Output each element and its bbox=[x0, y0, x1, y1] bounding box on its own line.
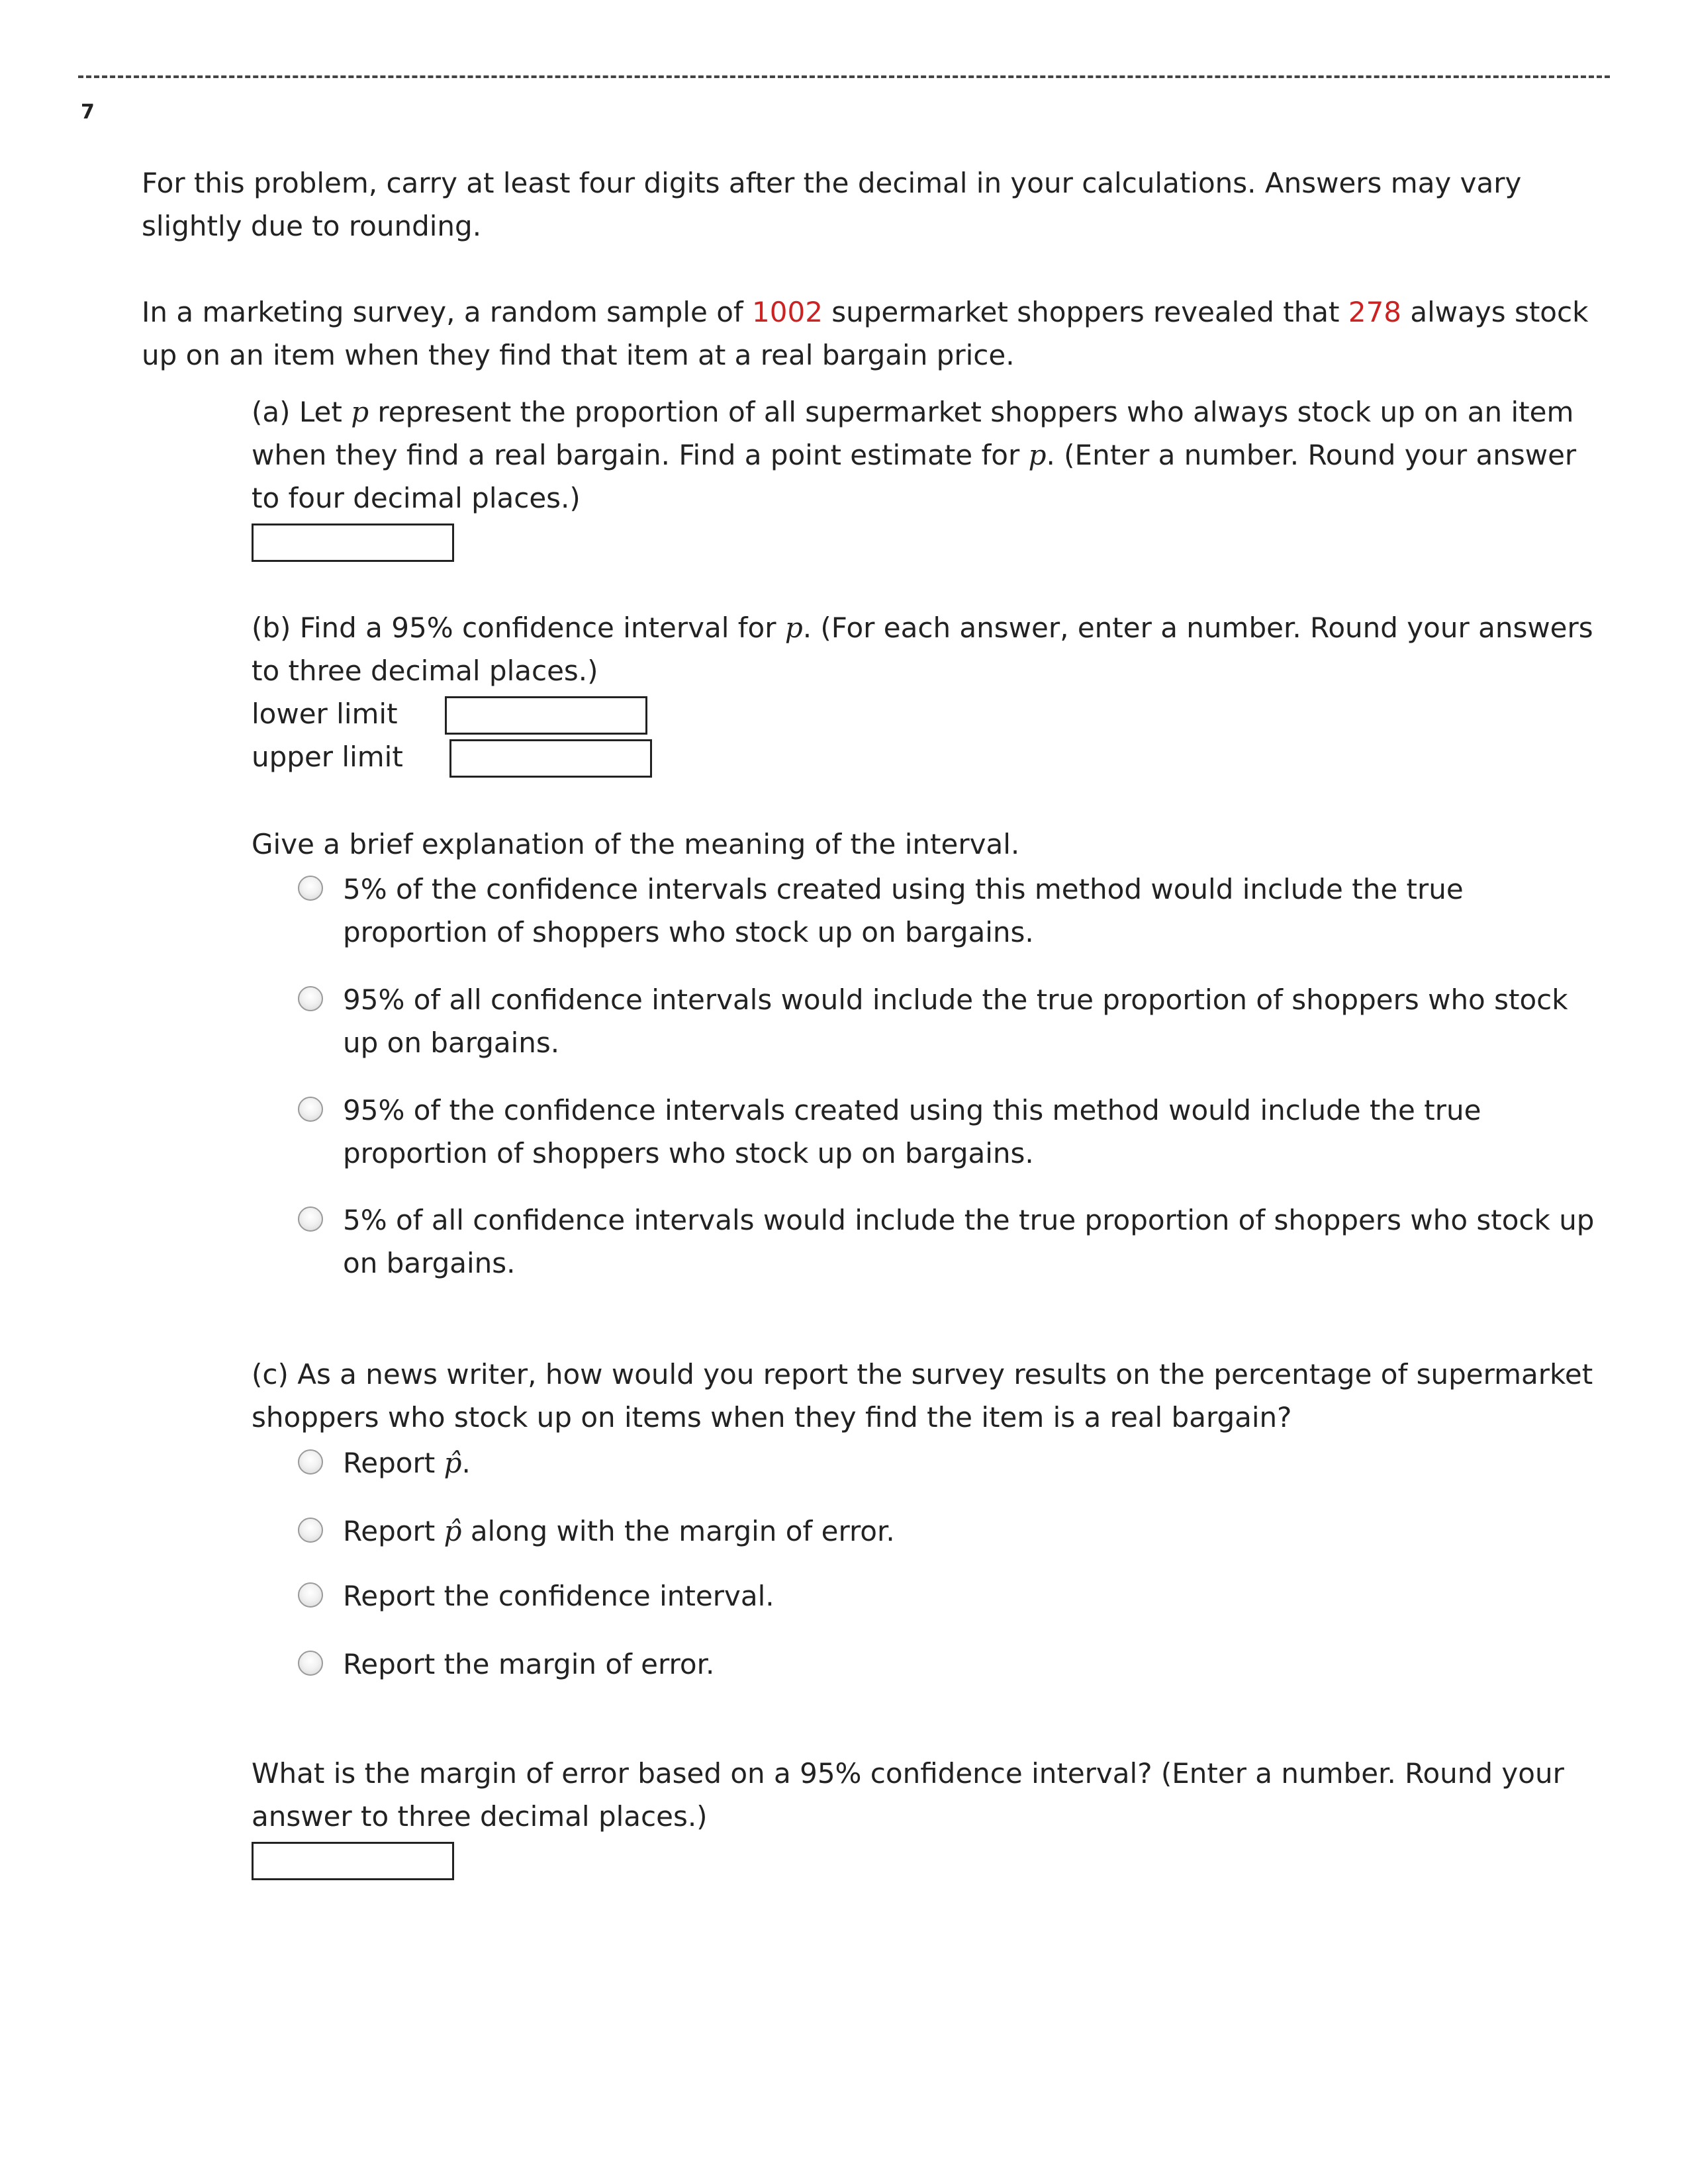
margin-line-2: answer to three decimal places.) bbox=[252, 1800, 708, 1833]
count-value: 278 bbox=[1348, 296, 1402, 328]
report-option-1-label bbox=[343, 1441, 471, 1484]
lower-limit-input[interactable] bbox=[445, 696, 647, 735]
report-option-4-label: Report the margin of error. bbox=[343, 1648, 715, 1680]
scenario-line-1 bbox=[142, 291, 1588, 334]
part-b-l1-pre: (b) Find a 95% confidence interval for bbox=[252, 612, 785, 644]
p-hat-symbol: p̂ bbox=[444, 1515, 462, 1547]
dashed-divider bbox=[78, 75, 1610, 78]
explanation-option-3-line-2: proportion of shoppers who stock up on bargains. bbox=[343, 1137, 1034, 1169]
part-a-line-1 bbox=[252, 390, 1573, 433]
part-a-l2-var: p bbox=[1028, 439, 1047, 471]
report-option-2-radio[interactable] bbox=[298, 1518, 323, 1543]
part-c-line-1: (c) As a news writer, how would you report the survey results on the percentage of supermarket bbox=[252, 1358, 1593, 1390]
report-option-1-post: . bbox=[461, 1447, 471, 1479]
scenario-mid: supermarket shoppers revealed that bbox=[822, 296, 1348, 328]
explanation-option-4-radio[interactable] bbox=[298, 1206, 323, 1232]
report-option-1-pre: Report bbox=[343, 1447, 444, 1479]
explanation-option-1-line-1: 5% of the confidence intervals created using this method would include the true bbox=[343, 873, 1464, 905]
explanation-option-1-radio[interactable] bbox=[298, 876, 323, 901]
part-a-l2-pre: when they find a real bargain. Find a point estimate for bbox=[252, 439, 1029, 471]
part-b-line-2: to three decimal places.) bbox=[252, 655, 598, 687]
part-b-line-1 bbox=[252, 606, 1593, 649]
point-estimate-input[interactable] bbox=[252, 523, 454, 562]
intro-line-1: For this problem, carry at least four digits after the decimal in your calculations. Answers may vary bbox=[142, 167, 1522, 199]
explanation-option-3-line-1: 95% of the confidence intervals created using this method would include the true bbox=[343, 1094, 1481, 1126]
upper-limit-label: upper limit bbox=[252, 741, 403, 773]
question-number: 7 bbox=[81, 101, 95, 124]
intro-line-2: slightly due to rounding. bbox=[142, 210, 482, 242]
upper-limit-input[interactable] bbox=[449, 739, 652, 778]
explanation-option-2-radio[interactable] bbox=[298, 986, 323, 1011]
explanation-option-1-line-2: proportion of shoppers who stock up on bargains. bbox=[343, 916, 1034, 948]
margin-of-error-input[interactable] bbox=[252, 1842, 454, 1880]
part-a-line-3: to four decimal places.) bbox=[252, 482, 581, 514]
part-a-var: p bbox=[351, 396, 369, 428]
explanation-option-2-line-2: up on bargains. bbox=[343, 1026, 560, 1059]
explanation-option-2-line-1: 95% of all confidence intervals would include the true proportion of shoppers who stock bbox=[343, 983, 1568, 1016]
report-option-2-pre: Report bbox=[343, 1515, 444, 1547]
part-b-var: p bbox=[784, 612, 803, 644]
report-option-3-radio[interactable] bbox=[298, 1582, 323, 1608]
part-a-line-2 bbox=[252, 433, 1576, 477]
explanation-prompt: Give a brief explanation of the meaning of the interval. bbox=[252, 828, 1020, 860]
lower-limit-label: lower limit bbox=[252, 698, 398, 730]
explanation-option-4-line-2: on bargains. bbox=[343, 1247, 516, 1279]
p-hat-symbol: p̂ bbox=[444, 1447, 462, 1479]
sample-size-value: 1002 bbox=[752, 296, 823, 328]
explanation-option-3-radio[interactable] bbox=[298, 1097, 323, 1122]
part-a-l1-pre: (a) Let bbox=[252, 396, 352, 428]
part-a-l2-post: . (Enter a number. Round your answer bbox=[1046, 439, 1577, 471]
margin-line-1: What is the margin of error based on a 95% confidence interval? (Enter a number. Round your bbox=[252, 1757, 1564, 1790]
scenario-line-2: up on an item when they find that item at a real bargain price. bbox=[142, 339, 1015, 371]
report-option-3-label: Report the confidence interval. bbox=[343, 1580, 774, 1612]
scenario-pre: In a marketing survey, a random sample of bbox=[142, 296, 753, 328]
explanation-option-4-line-1: 5% of all confidence intervals would include the true proportion of shoppers who stock up bbox=[343, 1204, 1595, 1236]
scenario-post: always stock bbox=[1401, 296, 1589, 328]
part-c-line-2: shoppers who stock up on items when they find the item is a real bargain? bbox=[252, 1401, 1292, 1433]
report-option-4-radio[interactable] bbox=[298, 1651, 323, 1676]
report-option-1-radio[interactable] bbox=[298, 1449, 323, 1475]
report-option-2-post: along with the margin of error. bbox=[461, 1515, 895, 1547]
part-b-l1-post: . (For each answer, enter a number. Round your answers bbox=[802, 612, 1593, 644]
report-option-2-label bbox=[343, 1510, 895, 1553]
part-a-l1-post: represent the proportion of all supermarket shoppers who always stock up on an item bbox=[369, 396, 1574, 428]
